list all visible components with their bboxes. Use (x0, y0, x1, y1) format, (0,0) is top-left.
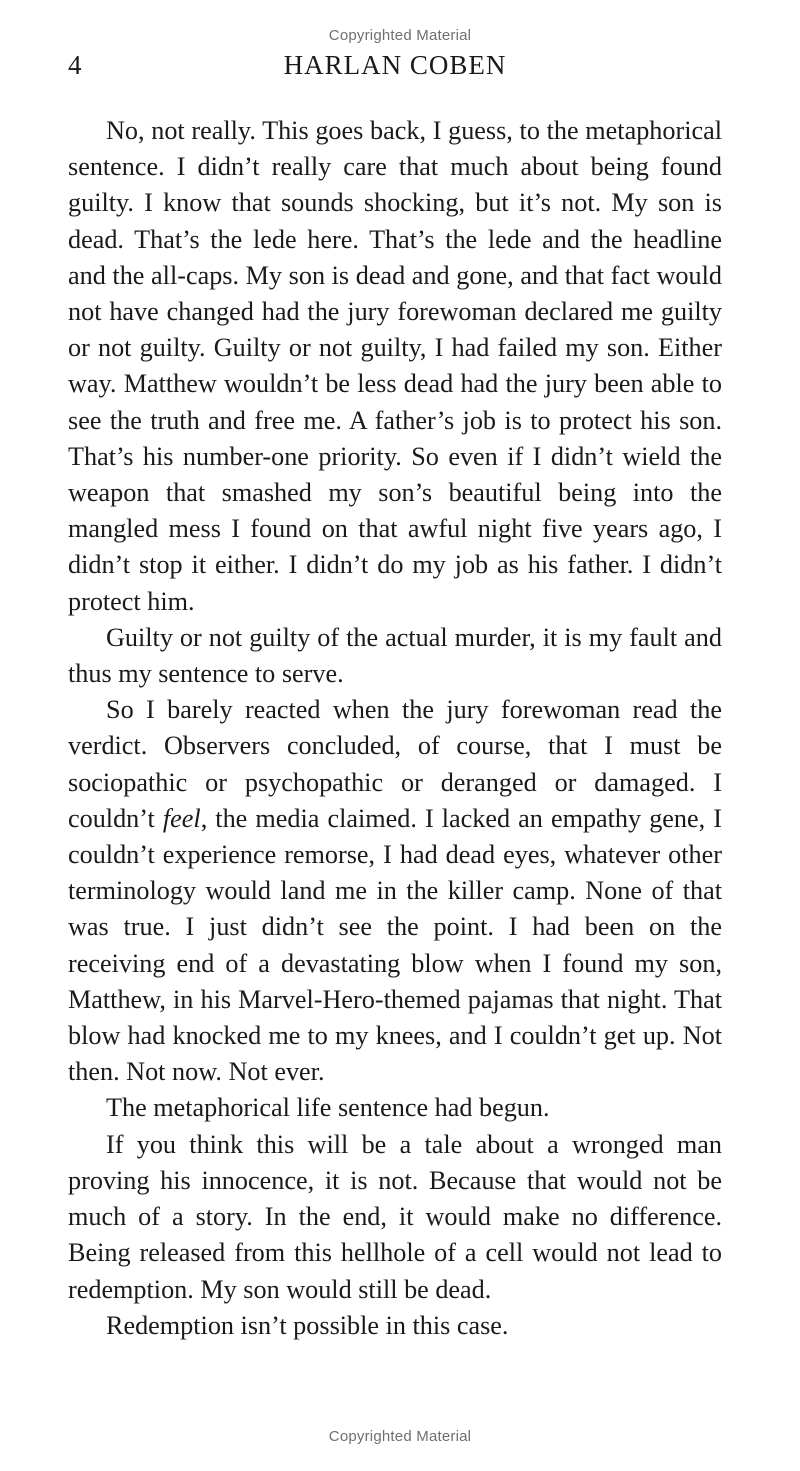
emphasis-feel: feel (162, 803, 201, 833)
paragraph-1: No, not really. This goes back, I guess, to the metaphorical sentence. I didn’t really care that much about being found guilty. I know that sounds shocking, but it’s not. My son is dead. That’s the lede here. That’s the lede and the headline and the all-caps. My son is dead and gone, and that fact would not have changed had the jury forewoman declared me guilty or not guilty. Guilty or not guilty, I had failed my son. Either way. Matthew wouldn’t be less dead had the jury been able to see the truth and free me. A father’s job is to protect his son. That’s his number-one priority. So even if I didn’t wield the weapon that smashed my son’s beautiful being into the mangled mess I found on that awful night five years ago, I didn’t stop it either. I didn’t do my job as his father. I didn’t protect him. (68, 116, 722, 616)
copyright-watermark-top: Copyrighted Material (328, 27, 472, 44)
paragraph-6: Redemption isn’t possible in this case. (106, 1310, 509, 1340)
running-head-author: HARLAN COBEN (283, 50, 507, 80)
running-head (68, 50, 722, 84)
paragraph-3-text-before: So I barely reacted when the jury forewoman read the verdict. Observers concluded, of course, that I must be sociopathic or psychopathic or deranged or damaged. I couldn’t (68, 695, 722, 833)
paragraph-3 (68, 692, 722, 1090)
paragraph-2: Guilty or not guilty of the actual murder, it is my fault and thus my sentence to serve. (68, 622, 722, 689)
paragraph-4: The metaphorical life sentence had begun. (106, 1093, 550, 1123)
page-number: 4 (68, 50, 82, 80)
paragraph-3-text-after: , the media claimed. I lacked an empathy gene, I couldn’t experience remorse, I had dead eyes, whatever other terminology would land me in the killer camp. None of that was true. I just didn’t see the point. I had been on the receiving end of a devastating blow when I found my son, Matthew, in his Marvel-Hero-themed pajamas that night. That blow had knocked me to my knees, and I couldn’t get up. Not then. Not now. Not ever. (68, 803, 722, 1087)
copyright-watermark-bottom: Copyrighted Material (328, 1428, 472, 1445)
paragraph-5: If you think this will be a tale about a wronged man proving his innocence, it is not. Because that would not be much of a story. In the end, it would make no difference. Being released from this hellhole of a cell would not lead to redemption. My son would still be dead. (68, 1129, 722, 1304)
body-text (68, 113, 722, 1344)
